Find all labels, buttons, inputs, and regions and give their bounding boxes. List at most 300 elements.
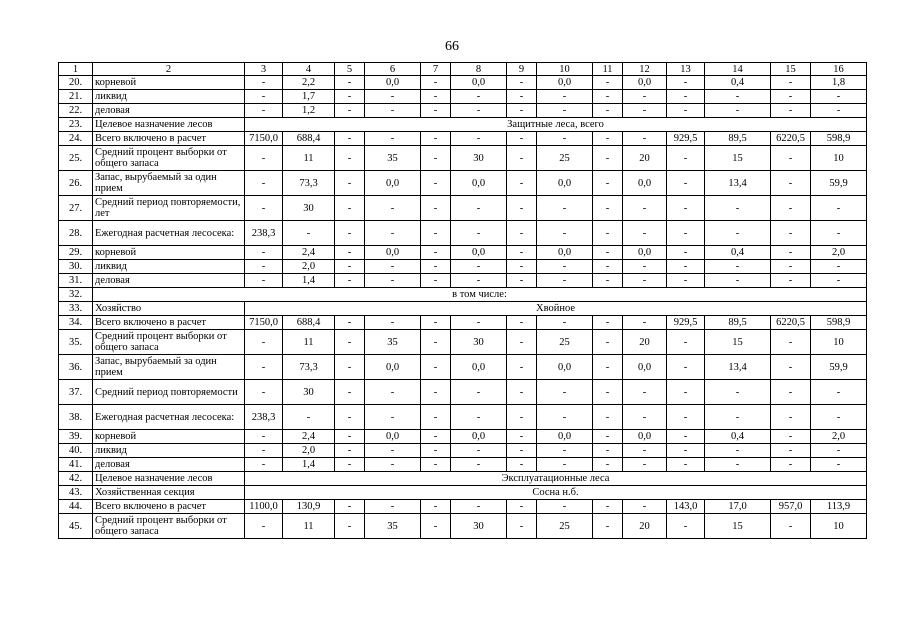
table-cell: - [335, 514, 365, 539]
table-cell: 0,0 [451, 430, 507, 444]
table-cell: - [771, 260, 811, 274]
table-cell: - [667, 380, 705, 405]
table-cell: - [421, 132, 451, 146]
row-label: Ежегодная расчетная лесосека: [93, 405, 245, 430]
table-cell: 59,9 [811, 355, 867, 380]
table-cell: 30 [283, 196, 335, 221]
table-cell: 688,4 [283, 316, 335, 330]
table-cell: - [507, 380, 537, 405]
table-cell: 20 [623, 146, 667, 171]
row-number: 27. [59, 196, 93, 221]
page-number: 66 [445, 39, 459, 54]
table-cell: - [507, 274, 537, 288]
table-cell: 0,0 [623, 171, 667, 196]
table-cell: - [667, 458, 705, 472]
table-body [59, 63, 867, 539]
table-cell: 238,3 [245, 405, 283, 430]
table-cell: - [705, 196, 771, 221]
table-cell: - [335, 146, 365, 171]
table-cell: 0,4 [705, 430, 771, 444]
table-cell: - [537, 221, 593, 246]
table-cell: - [667, 76, 705, 90]
table-row [59, 90, 867, 104]
table-cell: - [593, 221, 623, 246]
header-row [59, 63, 867, 76]
table-cell: - [771, 380, 811, 405]
table-cell: - [245, 430, 283, 444]
table-cell: 73,3 [283, 355, 335, 380]
table-cell: - [537, 132, 593, 146]
table-cell: - [623, 221, 667, 246]
table-cell: - [771, 330, 811, 355]
row-number: 39. [59, 430, 93, 444]
table-cell: 957,0 [771, 500, 811, 514]
table-cell: 7150,0 [245, 132, 283, 146]
table-cell: 10 [811, 146, 867, 171]
table-cell: - [537, 104, 593, 118]
table-cell: - [623, 260, 667, 274]
table-cell: - [771, 514, 811, 539]
column-header: 2 [93, 63, 245, 76]
table-cell: 0,0 [451, 355, 507, 380]
table-cell: 25 [537, 330, 593, 355]
table-cell: - [537, 90, 593, 104]
table-cell: - [537, 316, 593, 330]
table-cell: - [245, 196, 283, 221]
table-cell: 6220,5 [771, 132, 811, 146]
forest-table [58, 62, 867, 539]
table-cell: 0,4 [705, 246, 771, 260]
row-label: Всего включено в расчет [93, 132, 245, 146]
section-caption: Хвойное [245, 302, 867, 316]
row-label: Запас, вырубаемый за один прием [93, 355, 245, 380]
table-cell: - [245, 458, 283, 472]
table-cell: - [451, 500, 507, 514]
column-header: 7 [421, 63, 451, 76]
table-cell: - [365, 444, 421, 458]
table-cell: - [593, 405, 623, 430]
table-cell: - [811, 196, 867, 221]
row-label: Средний период повторяемости [93, 380, 245, 405]
table-cell: 0,0 [451, 171, 507, 196]
table-cell: - [335, 171, 365, 196]
table-cell: 35 [365, 514, 421, 539]
table-row [59, 104, 867, 118]
table-cell: - [771, 458, 811, 472]
table-cell: - [245, 380, 283, 405]
table-cell: - [451, 316, 507, 330]
table-cell: - [705, 221, 771, 246]
table-row [59, 302, 867, 316]
table-cell: 7150,0 [245, 316, 283, 330]
table-cell: 59,9 [811, 171, 867, 196]
row-label: корневой [93, 430, 245, 444]
table-cell: - [507, 90, 537, 104]
row-number: 34. [59, 316, 93, 330]
table-cell: - [335, 274, 365, 288]
table-cell: 11 [283, 146, 335, 171]
table-cell: - [421, 316, 451, 330]
table-cell: - [421, 500, 451, 514]
table-cell: 0,0 [623, 430, 667, 444]
table-row [59, 514, 867, 539]
table-cell: - [507, 132, 537, 146]
table-cell: 1,4 [283, 458, 335, 472]
table-cell: - [537, 380, 593, 405]
table-cell: - [365, 221, 421, 246]
table-cell: - [593, 514, 623, 539]
table-row [59, 196, 867, 221]
table-cell: 30 [451, 330, 507, 355]
table-cell: - [365, 274, 421, 288]
table-cell: - [667, 405, 705, 430]
row-number: 24. [59, 132, 93, 146]
table-cell: - [537, 500, 593, 514]
table-cell: - [421, 405, 451, 430]
table-cell: - [593, 458, 623, 472]
table-cell: - [623, 274, 667, 288]
table-cell: - [623, 90, 667, 104]
row-number: 42. [59, 472, 93, 486]
row-number: 26. [59, 171, 93, 196]
table-cell: - [451, 274, 507, 288]
table-cell: - [365, 380, 421, 405]
row-number: 45. [59, 514, 93, 539]
table-cell: - [335, 104, 365, 118]
table-row [59, 355, 867, 380]
row-label: Хозяйственная секция [93, 486, 245, 500]
table-cell: 35 [365, 146, 421, 171]
table-cell: - [667, 104, 705, 118]
table-cell: - [365, 458, 421, 472]
table-cell: 35 [365, 330, 421, 355]
table-cell: - [811, 405, 867, 430]
table-row [59, 486, 867, 500]
table-cell: - [451, 90, 507, 104]
table-cell: - [451, 260, 507, 274]
table-cell: - [335, 196, 365, 221]
table-cell: 1,2 [283, 104, 335, 118]
table-cell: - [335, 90, 365, 104]
table-cell: 15 [705, 514, 771, 539]
table-cell: 30 [283, 380, 335, 405]
table-cell: - [705, 405, 771, 430]
table-cell: - [365, 90, 421, 104]
table-cell: 0,0 [365, 246, 421, 260]
row-number: 21. [59, 90, 93, 104]
table-cell: 2,4 [283, 246, 335, 260]
table-cell: - [451, 458, 507, 472]
table-cell: - [507, 171, 537, 196]
table-cell: - [593, 76, 623, 90]
table-cell: 0,0 [537, 246, 593, 260]
row-label: Средний процент выборки от общего запаса [93, 146, 245, 171]
table-cell: - [593, 90, 623, 104]
table-cell: - [421, 171, 451, 196]
table-cell: - [421, 514, 451, 539]
table-cell: 598,9 [811, 316, 867, 330]
table-cell: - [623, 458, 667, 472]
column-header: 12 [623, 63, 667, 76]
column-header: 10 [537, 63, 593, 76]
column-header: 16 [811, 63, 867, 76]
table-cell: - [537, 274, 593, 288]
row-label: Средний период повторяемости, лет [93, 196, 245, 221]
table-cell: 20 [623, 514, 667, 539]
row-label: Целевое назначение лесов [93, 472, 245, 486]
row-label: Средний процент выборки от общего запаса [93, 514, 245, 539]
table-cell: - [421, 355, 451, 380]
table-cell: - [335, 330, 365, 355]
column-header: 5 [335, 63, 365, 76]
table-cell: - [451, 221, 507, 246]
table-cell: - [537, 458, 593, 472]
table-cell: 2,0 [811, 430, 867, 444]
table-row [59, 472, 867, 486]
table-cell: - [365, 405, 421, 430]
table-cell: - [771, 246, 811, 260]
table-cell: 0,0 [365, 76, 421, 90]
table-cell: - [623, 444, 667, 458]
table-cell: 13,4 [705, 355, 771, 380]
table-cell: - [335, 221, 365, 246]
table-cell: - [245, 260, 283, 274]
table-cell: - [283, 405, 335, 430]
table-cell: - [507, 316, 537, 330]
table-cell: 0,4 [705, 76, 771, 90]
table-cell: - [335, 260, 365, 274]
table-cell: - [593, 260, 623, 274]
row-number: 32. [59, 288, 93, 302]
table-cell: - [365, 132, 421, 146]
table-cell: - [537, 444, 593, 458]
row-label: деловая [93, 104, 245, 118]
table-cell: 0,0 [537, 430, 593, 444]
table-cell: - [507, 246, 537, 260]
table-cell: - [593, 196, 623, 221]
table-cell: - [593, 246, 623, 260]
table-cell: - [421, 458, 451, 472]
table-cell: - [335, 132, 365, 146]
table-cell: - [537, 405, 593, 430]
table-cell: - [537, 196, 593, 221]
column-header: 8 [451, 63, 507, 76]
table-cell: - [421, 221, 451, 246]
table-row [59, 458, 867, 472]
table-cell: 11 [283, 514, 335, 539]
table-cell: - [623, 104, 667, 118]
table-cell: - [507, 444, 537, 458]
table-cell: 0,0 [365, 430, 421, 444]
table-cell: - [771, 405, 811, 430]
table-cell: - [335, 355, 365, 380]
row-number: 28. [59, 221, 93, 246]
table-cell: - [245, 330, 283, 355]
table-cell: - [245, 444, 283, 458]
column-header: 3 [245, 63, 283, 76]
table-cell: - [421, 380, 451, 405]
table-cell: 89,5 [705, 132, 771, 146]
table-cell: - [507, 458, 537, 472]
table-cell: 0,0 [623, 355, 667, 380]
table-cell: - [451, 405, 507, 430]
section-caption: Эксплуатационные леса [245, 472, 867, 486]
table-row [59, 221, 867, 246]
table-cell: - [245, 514, 283, 539]
table-cell: - [245, 104, 283, 118]
table-cell: - [811, 380, 867, 405]
table-cell: - [667, 196, 705, 221]
table-cell: - [705, 104, 771, 118]
table-cell: 113,9 [811, 500, 867, 514]
table-cell: - [421, 90, 451, 104]
table-cell: - [593, 330, 623, 355]
table-cell: - [593, 146, 623, 171]
row-number: 36. [59, 355, 93, 380]
table-cell: 598,9 [811, 132, 867, 146]
table-cell: 0,0 [365, 355, 421, 380]
row-number: 31. [59, 274, 93, 288]
table-cell: - [365, 260, 421, 274]
table-cell: - [623, 316, 667, 330]
table-cell: - [507, 514, 537, 539]
row-number: 44. [59, 500, 93, 514]
table-cell: 73,3 [283, 171, 335, 196]
table-cell: 2,2 [283, 76, 335, 90]
table-cell: - [771, 355, 811, 380]
table-cell: - [335, 458, 365, 472]
table-cell: 0,0 [451, 76, 507, 90]
table-cell: - [811, 274, 867, 288]
table-cell: - [421, 196, 451, 221]
row-label: Запас, вырубаемый за один прием [93, 171, 245, 196]
row-number: 25. [59, 146, 93, 171]
table-cell: - [771, 444, 811, 458]
table-cell: - [593, 316, 623, 330]
table-row [59, 118, 867, 132]
table-cell: 30 [451, 514, 507, 539]
table-cell: - [335, 444, 365, 458]
table-cell: - [771, 104, 811, 118]
table-cell: - [705, 458, 771, 472]
table-cell: - [451, 444, 507, 458]
table-row [59, 316, 867, 330]
table-cell: 20 [623, 330, 667, 355]
row-number: 30. [59, 260, 93, 274]
table-cell: - [421, 76, 451, 90]
table-cell: - [623, 405, 667, 430]
column-header: 14 [705, 63, 771, 76]
table-cell: - [365, 196, 421, 221]
table-row [59, 430, 867, 444]
row-label: Всего включено в расчет [93, 500, 245, 514]
table-cell: 17,0 [705, 500, 771, 514]
table-cell: - [507, 76, 537, 90]
table-cell: - [507, 260, 537, 274]
table-cell: - [593, 444, 623, 458]
table-cell: 2,4 [283, 430, 335, 444]
table-cell: 89,5 [705, 316, 771, 330]
section-caption: Сосна н.б. [245, 486, 867, 500]
table-row [59, 288, 867, 302]
table-row [59, 146, 867, 171]
row-label: корневой [93, 76, 245, 90]
table-cell: - [593, 500, 623, 514]
table-cell: - [245, 76, 283, 90]
table-row [59, 171, 867, 196]
table-cell: - [623, 196, 667, 221]
table-cell: - [667, 355, 705, 380]
section-caption: в том числе: [93, 288, 867, 302]
table-cell: 143,0 [667, 500, 705, 514]
table-cell: - [335, 430, 365, 444]
table-cell: 2,0 [811, 246, 867, 260]
table-cell: - [335, 500, 365, 514]
row-number: 38. [59, 405, 93, 430]
column-header: 15 [771, 63, 811, 76]
table-cell: - [507, 355, 537, 380]
table-cell: - [667, 430, 705, 444]
table-cell: - [507, 146, 537, 171]
table-row [59, 132, 867, 146]
table-cell: 2,0 [283, 444, 335, 458]
table-cell: - [507, 405, 537, 430]
table-cell: 0,0 [537, 355, 593, 380]
table-cell: 6220,5 [771, 316, 811, 330]
table-cell: 10 [811, 330, 867, 355]
table-cell: - [705, 444, 771, 458]
row-number: 43. [59, 486, 93, 500]
table-cell: - [667, 330, 705, 355]
table-cell: - [811, 444, 867, 458]
table-cell: - [771, 430, 811, 444]
table-row [59, 380, 867, 405]
row-label: ликвид [93, 260, 245, 274]
table-cell: - [593, 355, 623, 380]
column-header: 1 [59, 63, 93, 76]
table-cell: 2,0 [283, 260, 335, 274]
table-cell: - [421, 104, 451, 118]
table-cell: 30 [451, 146, 507, 171]
table-cell: - [667, 90, 705, 104]
table-cell: - [421, 430, 451, 444]
table-cell: - [507, 104, 537, 118]
table-cell: 0,0 [623, 76, 667, 90]
table-cell: - [667, 274, 705, 288]
column-header: 13 [667, 63, 705, 76]
table-cell: - [593, 171, 623, 196]
table-cell: - [771, 274, 811, 288]
table-cell: - [623, 380, 667, 405]
table-cell: - [593, 380, 623, 405]
table-cell: - [365, 500, 421, 514]
row-label: деловая [93, 458, 245, 472]
table-cell: - [705, 260, 771, 274]
row-label: Ежегодная расчетная лесосека: [93, 221, 245, 246]
table-cell: 1,8 [811, 76, 867, 90]
table-cell: - [421, 330, 451, 355]
table-cell: - [771, 76, 811, 90]
column-header: 11 [593, 63, 623, 76]
table-cell: - [771, 90, 811, 104]
table-row [59, 500, 867, 514]
row-number: 29. [59, 246, 93, 260]
table-cell: 688,4 [283, 132, 335, 146]
table-cell: - [811, 104, 867, 118]
table-cell: - [811, 221, 867, 246]
table-cell: - [507, 330, 537, 355]
table-cell: 11 [283, 330, 335, 355]
